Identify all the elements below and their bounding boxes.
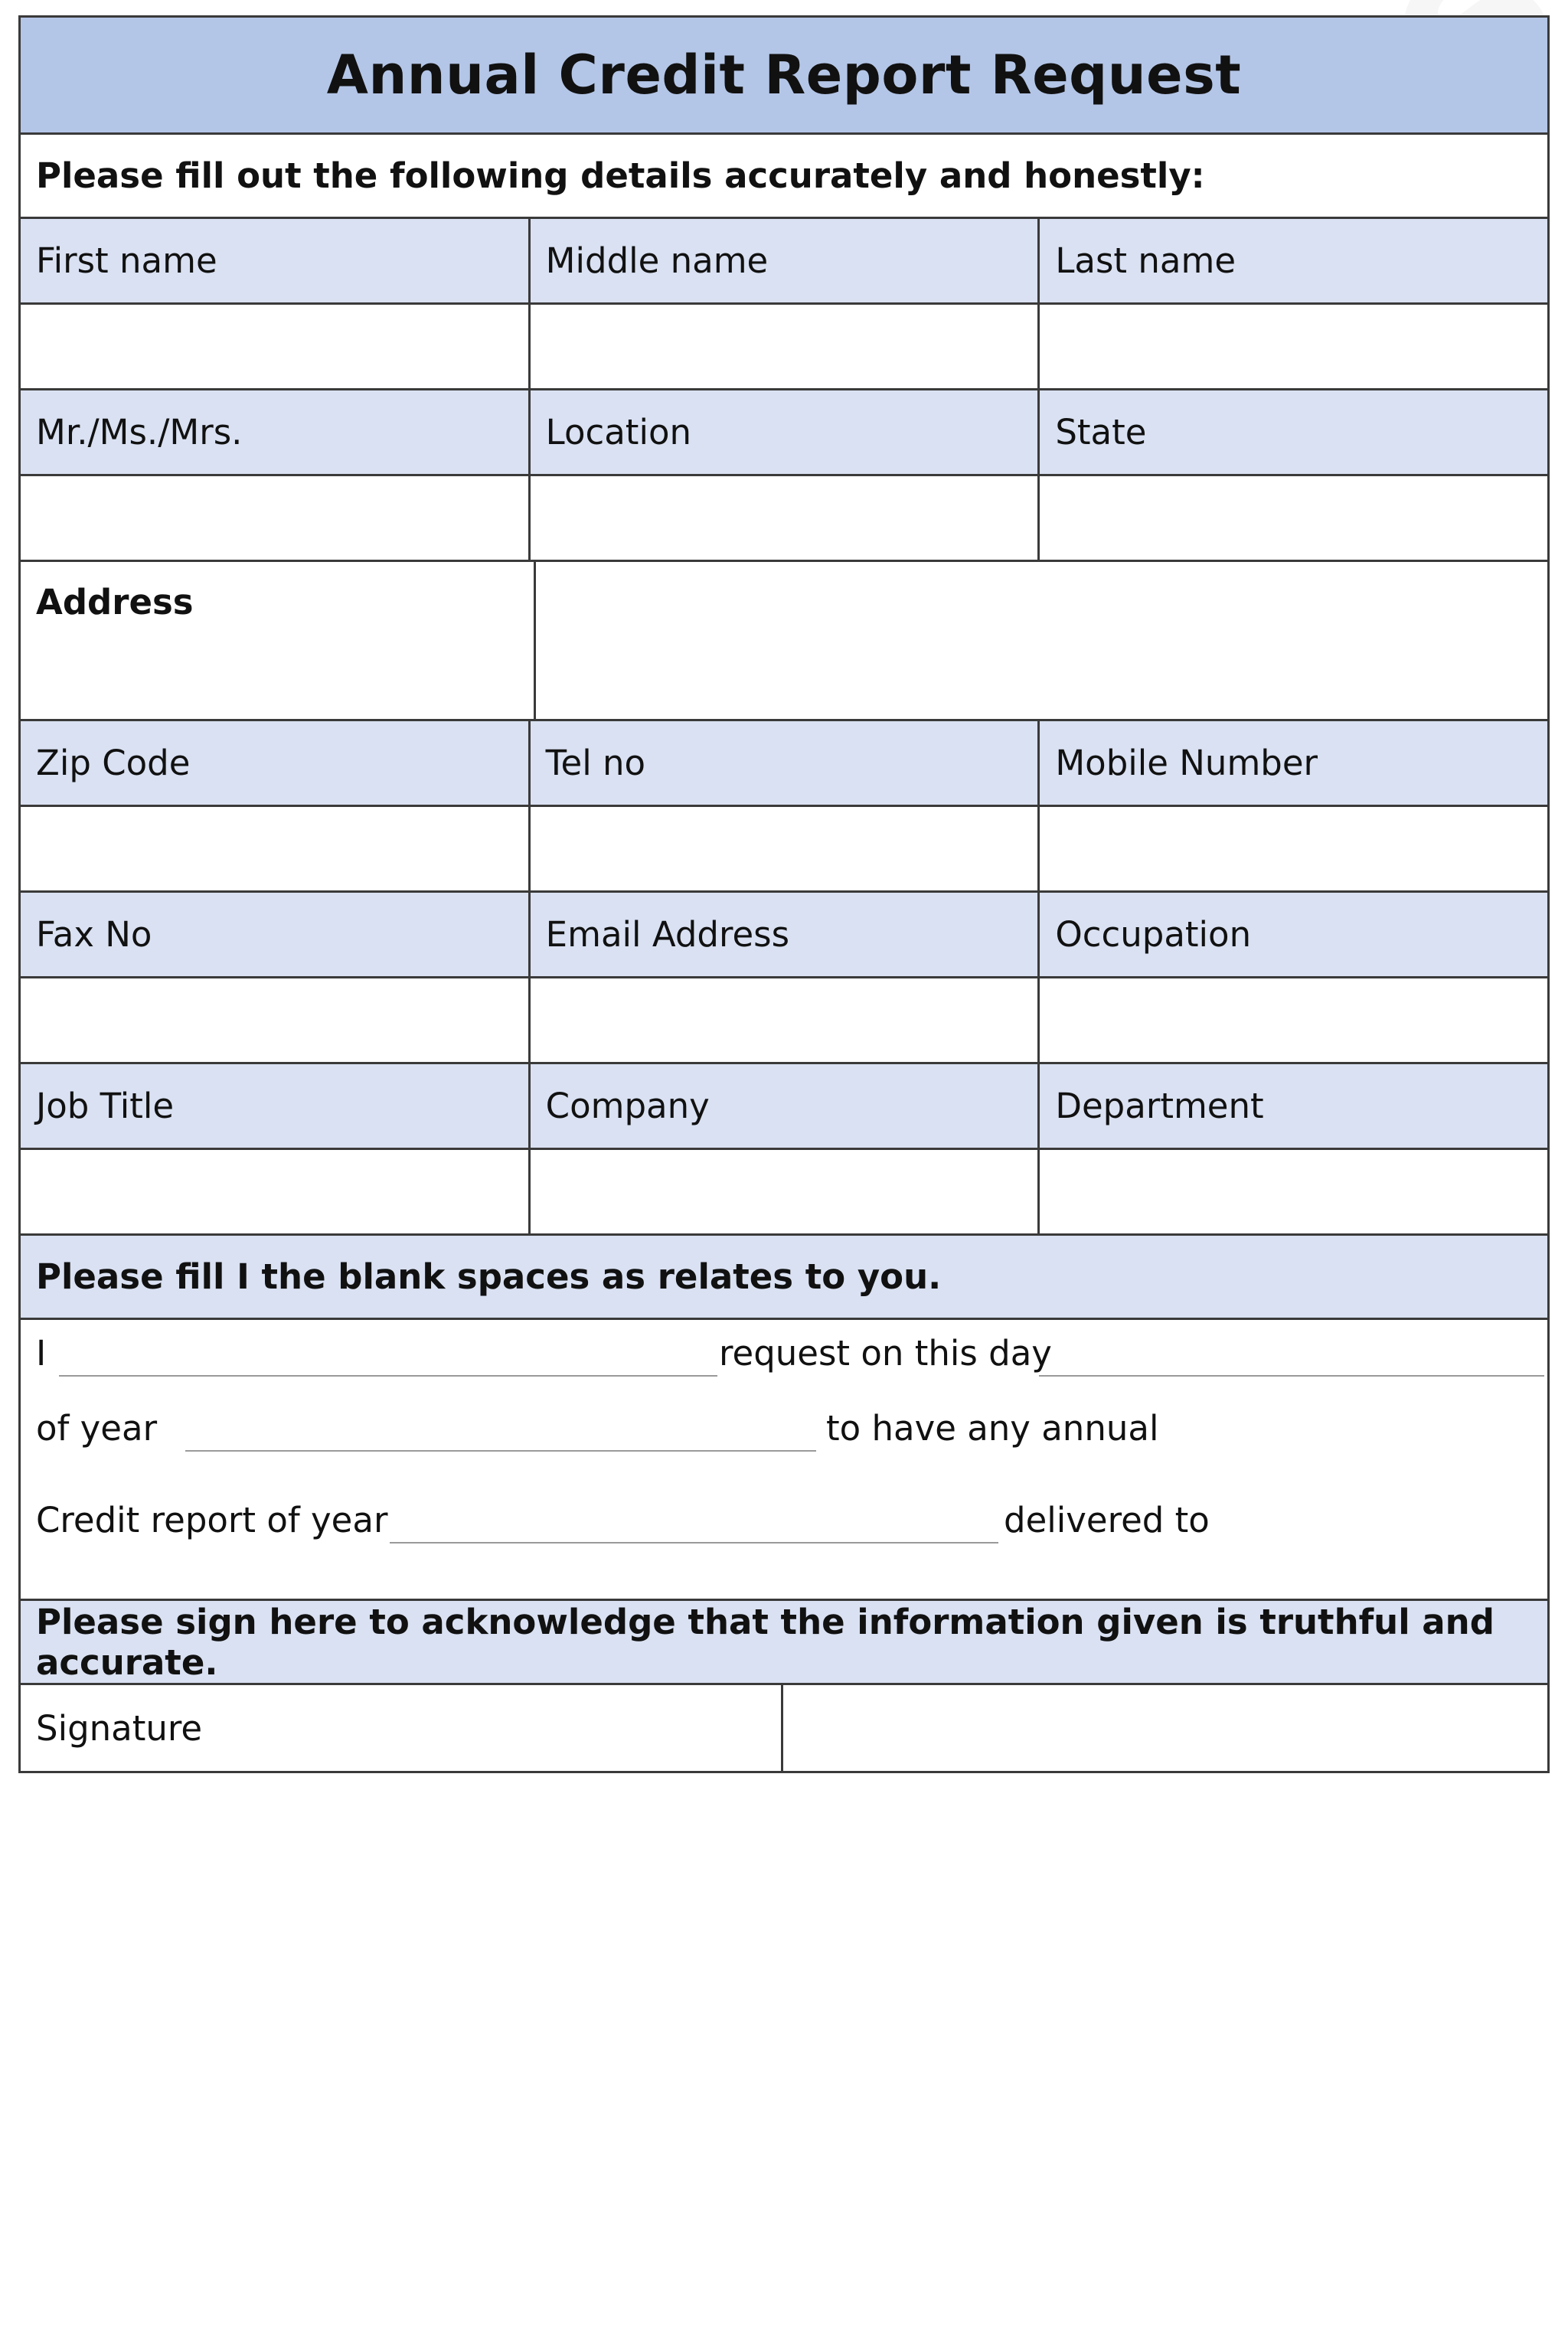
job-title-label: Job Title (21, 1064, 531, 1148)
department-label: Department (1055, 1086, 1264, 1126)
signature-row (21, 1685, 1547, 1771)
fill-text-i: I (36, 1333, 47, 1374)
last-name-field[interactable] (1040, 305, 1547, 388)
fill-line-3 (21, 1487, 1547, 1548)
salutation-label: Mr./Ms./Mrs. (21, 390, 531, 474)
last-name-label: Last name (1055, 240, 1236, 281)
fill-text-credit-report-year: Credit report of year (36, 1500, 388, 1540)
address-row (21, 562, 1547, 721)
address-field[interactable] (536, 562, 1547, 719)
fill-text-annual: to have any annual (826, 1408, 1159, 1449)
year-blank-line[interactable] (185, 1450, 816, 1452)
input-row-contact (21, 807, 1547, 893)
label-row-contact (21, 721, 1547, 807)
name-blank-line[interactable] (59, 1375, 717, 1377)
first-name-field[interactable] (21, 305, 531, 388)
title-bar (21, 18, 1547, 135)
salutation-field[interactable] (21, 476, 531, 560)
location-field[interactable] (531, 476, 1040, 560)
company-field[interactable] (531, 1150, 1040, 1233)
input-row-job (21, 1150, 1547, 1236)
middle-name-label: Middle name (531, 219, 1040, 302)
fill-text-delivered-to: delivered to (1004, 1500, 1210, 1540)
department-field[interactable] (1040, 1150, 1547, 1233)
company-label: Company (531, 1064, 1040, 1148)
signature-field[interactable] (783, 1685, 1547, 1771)
address-label: Address (21, 562, 536, 719)
form-title: Annual Credit Report Request (326, 44, 1242, 106)
fill-heading: Please fill I the blank spaces as relates to you. (21, 1236, 1547, 1320)
report-year-blank-line[interactable] (390, 1542, 998, 1544)
label-row-title-location (21, 390, 1547, 476)
input-row-fax-email (21, 978, 1547, 1064)
fill-line-2 (21, 1395, 1547, 1456)
tel-no-field[interactable] (531, 807, 1040, 890)
fill-in-blanks-section (21, 1320, 1547, 1601)
zip-code-label: Zip Code (21, 721, 531, 805)
input-row-name (21, 305, 1547, 390)
state-field[interactable] (1040, 476, 1547, 560)
email-address-field[interactable] (531, 978, 1040, 1062)
mobile-number-label: Mobile Number (1055, 743, 1318, 783)
fill-text-of-year: of year (36, 1408, 158, 1449)
occupation-field[interactable] (1040, 978, 1547, 1062)
tel-no-label: Tel no (531, 721, 1040, 805)
email-address-label: Email Address (531, 893, 1040, 976)
credit-report-form (18, 15, 1550, 1773)
middle-name-field[interactable] (531, 305, 1040, 388)
first-name-label: First name (21, 219, 531, 302)
label-row-fax-email (21, 893, 1547, 978)
occupation-label: Occupation (1055, 914, 1252, 955)
fax-no-label: Fax No (21, 893, 531, 976)
signature-label: Signature (21, 1685, 783, 1771)
label-row-name (21, 219, 1547, 305)
zip-code-field[interactable] (21, 807, 531, 890)
state-label: State (1055, 412, 1147, 452)
label-row-job (21, 1064, 1547, 1150)
fax-no-field[interactable] (21, 978, 531, 1062)
sign-heading: Please sign here to acknowledge that the information given is truthful and accurate. (21, 1601, 1547, 1685)
fill-text-request-day: request on this day (719, 1333, 1052, 1374)
fill-line-1 (21, 1320, 1547, 1381)
intro-instruction: Please fill out the following details accurately and honestly: (21, 135, 1547, 219)
day-blank-line[interactable] (1039, 1375, 1544, 1377)
location-label: Location (531, 390, 1040, 474)
job-title-field[interactable] (21, 1150, 531, 1233)
mobile-number-field[interactable] (1040, 807, 1547, 890)
input-row-title-location (21, 476, 1547, 562)
